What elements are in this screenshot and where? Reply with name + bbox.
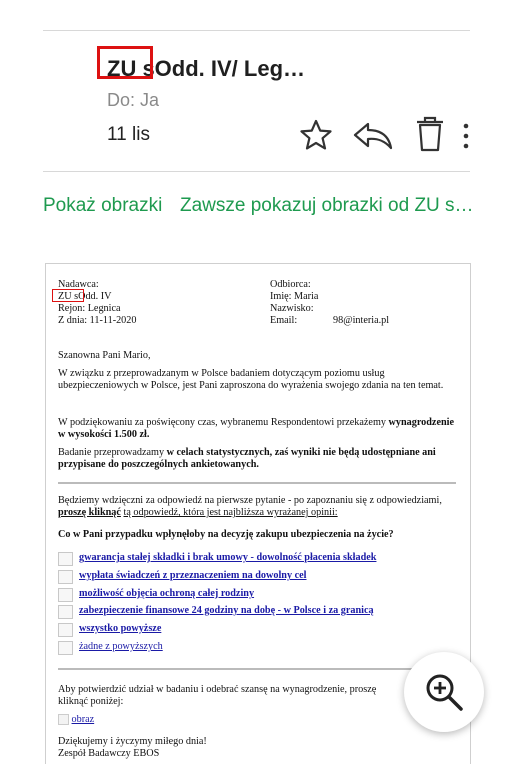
option-checkbox[interactable] xyxy=(58,570,73,584)
option-link[interactable]: wszystko powyższe xyxy=(79,623,162,634)
email-label: Email: xyxy=(270,315,298,326)
reward-amount: wynagrodzenie w wysokości 1.500 zł. xyxy=(58,417,454,441)
sender-label: Nadawca: xyxy=(58,279,99,290)
reply-icon[interactable] xyxy=(352,118,394,152)
date-line: Z dnia: 11-11-2020 xyxy=(58,315,137,326)
option-checkbox[interactable] xyxy=(58,588,73,602)
email-subject: ZU sOdd. IV/ Leg… xyxy=(107,56,306,81)
option-checkbox[interactable] xyxy=(58,641,73,655)
top-divider xyxy=(43,30,470,31)
header-divider xyxy=(43,171,470,172)
statistics-text: Badanie przeprowadzamy xyxy=(58,447,165,458)
team-signature: Zespół Badawczy EBOS xyxy=(58,748,160,759)
recipient-label: Odbiorca: xyxy=(270,279,311,290)
trash-icon[interactable] xyxy=(414,114,446,154)
instruction-text: Będziemy wdzięczni za odpowiedź na pierwsze pytanie - po zapoznaniu się z odpowiedziami, xyxy=(58,495,442,506)
option-checkbox[interactable] xyxy=(58,623,73,637)
image-link[interactable]: obraz xyxy=(71,714,95,725)
region-line: Rejon: Legnica xyxy=(58,303,121,314)
always-show-images-link[interactable]: Zawsze pokazuj obrazki od ZU s… xyxy=(180,195,474,216)
sender-name: ZU sOdd. IV xyxy=(58,291,112,302)
paragraph-intro: W związku z przeprowadzanym w Polsce badaniem dotyczącym poziomu usług ubezpieczeniowych w Polsce, jest Pani zaproszona do wyrażenia swojego zdania na ten temat. xyxy=(58,368,444,392)
option-link[interactable]: zabezpieczenie finansowe 24 godziny na dobę - w Polsce i za granicą xyxy=(79,605,374,616)
more-vert-icon[interactable] xyxy=(461,122,471,150)
body-separator-2 xyxy=(58,668,456,670)
option-checkbox[interactable] xyxy=(58,552,73,566)
recipient-line[interactable]: Do: Ja xyxy=(107,90,160,110)
reward-text: W podziękowaniu za poświęcony czas, wybranemu Respondentowi przekażemy xyxy=(58,417,386,428)
sender-name-highlight xyxy=(52,289,84,302)
statistics-bold: w celach statystycznych, zaś wyniki nie będą udostępniane ani przypisane do poszczególnych ankietowanych. xyxy=(58,447,436,471)
option-link[interactable]: żadne z powyższych xyxy=(79,641,163,652)
first-name: Imię: Maria xyxy=(270,291,319,302)
broken-image-icon xyxy=(58,714,69,725)
paragraph-instruction xyxy=(58,495,458,519)
image-link-row[interactable] xyxy=(58,714,94,725)
zoom-button[interactable] xyxy=(404,652,484,732)
zoom-in-icon xyxy=(424,672,464,712)
email-value: 98@interia.pl xyxy=(333,315,390,326)
option-link[interactable]: gwarancja stałej składki i brak umowy - dowolność płacenia składek xyxy=(79,552,377,563)
body-separator-1 xyxy=(58,482,456,484)
last-name: Nazwisko: xyxy=(270,303,314,314)
survey-question: Co w Pani przypadku wpłynęłoby na decyzję zakupu ubezpieczenia na życie? xyxy=(58,529,394,540)
option-checkbox[interactable] xyxy=(58,605,73,619)
option-link[interactable]: wypłata świadczeń z przeznaczeniem na dowolny cel xyxy=(79,570,307,581)
paragraph-confirm: Aby potwierdzić udział w badaniu i odebrać szansę na wynagrodzenie, proszę kliknąć poniżej: xyxy=(58,684,377,708)
thanks-line: Dziękujemy i życzymy miłego dnia! xyxy=(58,736,207,747)
paragraph-statistics xyxy=(58,447,458,471)
email-date: 11 lis xyxy=(107,124,150,145)
star-icon[interactable] xyxy=(299,118,333,152)
sender-highlight-box xyxy=(97,46,153,79)
instruction-click: proszę kliknąć xyxy=(58,507,121,519)
paragraph-reward xyxy=(58,417,458,441)
greeting: Szanowna Pani Mario, xyxy=(58,350,151,361)
show-images-link[interactable]: Pokaż obrazki xyxy=(43,195,163,216)
instruction-tail: tą odpowiedź, która jest najbliższa wyrażanej opinii: xyxy=(123,507,338,519)
option-link[interactable]: możliwość objęcia ochroną całej rodziny xyxy=(79,588,255,599)
